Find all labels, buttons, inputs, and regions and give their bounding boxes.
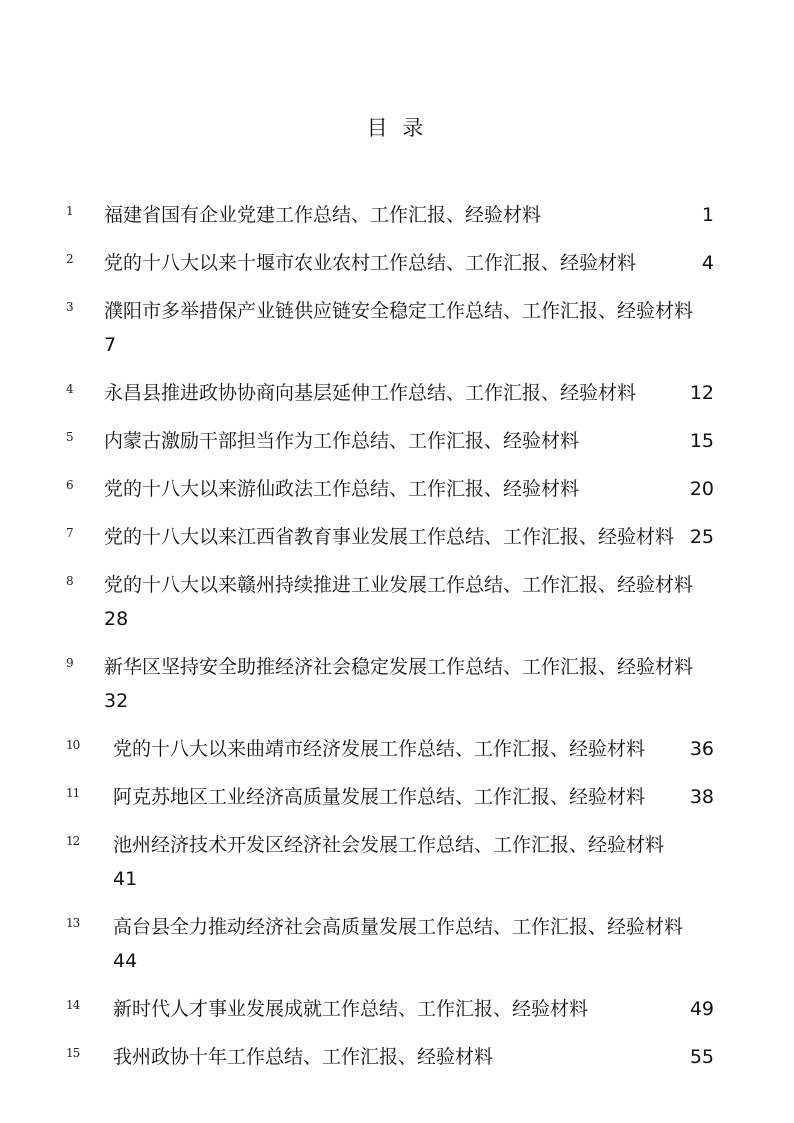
toc-entry-number: 4 bbox=[66, 382, 73, 396]
toc-entry-page: 49 bbox=[689, 998, 714, 1020]
toc-entry-page: 55 bbox=[689, 1046, 714, 1068]
toc-entry-title: 濮阳市多举措保产业链供应链安全稳定工作总结、工作汇报、经验材料 bbox=[104, 300, 694, 322]
toc-entry-title: 福建省国有企业党建工作总结、工作汇报、经验材料 bbox=[104, 204, 542, 226]
toc-entry[interactable] bbox=[0, 294, 794, 376]
toc-entry[interactable] bbox=[0, 992, 794, 1040]
toc-entry-page: 28 bbox=[104, 608, 129, 630]
toc-entry-page: 25 bbox=[689, 526, 714, 548]
toc-entry[interactable] bbox=[0, 780, 794, 828]
toc-entry-title: 内蒙古激励干部担当作为工作总结、工作汇报、经验材料 bbox=[104, 430, 580, 452]
toc-entry[interactable] bbox=[0, 828, 794, 910]
toc-entry-number: 15 bbox=[66, 1046, 80, 1060]
toc-entry-number: 3 bbox=[66, 300, 73, 314]
toc-entry-page: 4 bbox=[701, 252, 714, 274]
toc-entry-page: 36 bbox=[689, 738, 714, 760]
toc-entry-number: 10 bbox=[66, 738, 80, 752]
toc-entry-number: 5 bbox=[66, 430, 73, 444]
toc-entry[interactable] bbox=[0, 650, 794, 732]
toc-entry-title: 党的十八大以来江西省教育事业发展工作总结、工作汇报、经验材料 bbox=[104, 526, 675, 548]
toc-entry-title: 党的十八大以来十堰市农业农村工作总结、工作汇报、经验材料 bbox=[104, 252, 637, 274]
toc-entry-number: 11 bbox=[66, 786, 80, 800]
toc-entry[interactable] bbox=[0, 1040, 794, 1088]
toc-entry-number: 1 bbox=[66, 204, 73, 218]
toc-entry-number: 8 bbox=[66, 574, 73, 588]
toc-entry[interactable] bbox=[0, 520, 794, 568]
toc-entry-title: 阿克苏地区工业经济高质量发展工作总结、工作汇报、经验材料 bbox=[113, 786, 646, 808]
toc-entry[interactable] bbox=[0, 376, 794, 424]
toc-entry[interactable] bbox=[0, 910, 794, 992]
toc-entry[interactable] bbox=[0, 246, 794, 294]
toc-entry-title: 我州政协十年工作总结、工作汇报、经验材料 bbox=[113, 1046, 494, 1068]
toc-entry-page: 38 bbox=[689, 786, 714, 808]
toc-entry-page: 41 bbox=[113, 868, 138, 890]
toc-entry[interactable] bbox=[0, 568, 794, 650]
toc-entry-title: 党的十八大以来赣州持续推进工业发展工作总结、工作汇报、经验材料 bbox=[104, 574, 694, 596]
table-of-contents bbox=[0, 198, 794, 1088]
toc-entry-page: 15 bbox=[689, 430, 714, 452]
toc-entry-number: 2 bbox=[66, 252, 73, 266]
page-title: 目 录 bbox=[366, 116, 428, 140]
toc-entry-title: 高台县全力推动经济社会高质量发展工作总结、工作汇报、经验材料 bbox=[113, 916, 684, 938]
toc-entry[interactable] bbox=[0, 424, 794, 472]
toc-entry-number: 7 bbox=[66, 526, 73, 540]
toc-entry-title: 永昌县推进政协协商向基层延伸工作总结、工作汇报、经验材料 bbox=[104, 382, 637, 404]
toc-entry-number: 13 bbox=[66, 916, 80, 930]
toc-entry-number: 9 bbox=[66, 656, 73, 670]
toc-entry-number: 12 bbox=[66, 834, 80, 848]
toc-entry-title: 新时代人才事业发展成就工作总结、工作汇报、经验材料 bbox=[113, 998, 589, 1020]
toc-entry-page: 1 bbox=[701, 204, 714, 226]
toc-entry[interactable] bbox=[0, 472, 794, 520]
toc-entry-page: 32 bbox=[104, 690, 129, 712]
toc-entry[interactable] bbox=[0, 198, 794, 246]
toc-entry[interactable] bbox=[0, 732, 794, 780]
toc-entry-page: 20 bbox=[689, 478, 714, 500]
toc-entry-page: 44 bbox=[113, 950, 138, 972]
toc-entry-page: 7 bbox=[104, 334, 117, 356]
toc-entry-number: 14 bbox=[66, 998, 80, 1012]
toc-entry-title: 党的十八大以来曲靖市经济发展工作总结、工作汇报、经验材料 bbox=[113, 738, 646, 760]
toc-entry-number: 6 bbox=[66, 478, 73, 492]
toc-entry-title: 党的十八大以来游仙政法工作总结、工作汇报、经验材料 bbox=[104, 478, 580, 500]
toc-entry-title: 新华区坚持安全助推经济社会稳定发展工作总结、工作汇报、经验材料 bbox=[104, 656, 694, 678]
toc-entry-page: 12 bbox=[689, 382, 714, 404]
toc-entry-title: 池州经济技术开发区经济社会发展工作总结、工作汇报、经验材料 bbox=[113, 834, 665, 856]
